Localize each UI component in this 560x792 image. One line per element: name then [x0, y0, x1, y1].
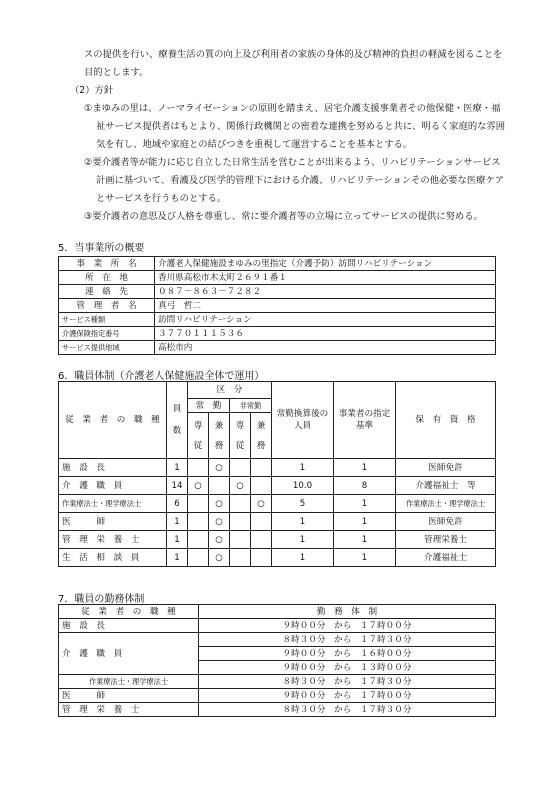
- staff-num: 1: [167, 549, 188, 567]
- intro-line-1: スの提供を行い、療養生活の質の向上及び利用者の家族の身体的及び精神的負担の軽減を図ることを: [84, 49, 503, 60]
- staff-c2: [209, 477, 230, 495]
- staff-kansan: 10.0: [272, 477, 334, 495]
- staff-c1: [188, 513, 209, 531]
- schedule-time: ９時００分 から １６時００分: [199, 647, 496, 661]
- overview-label: 連 絡 先: [59, 285, 155, 299]
- staff-row: [59, 513, 496, 531]
- office-overview-table: [58, 256, 496, 355]
- policy-2c: とサービスを行うものとする。: [96, 193, 227, 204]
- policy-heading: （2）方針: [70, 85, 114, 96]
- staff-c2: ○: [209, 513, 230, 531]
- staff-num: 1: [167, 513, 188, 531]
- schedule-time: ８時３０分 から １７時３０分: [199, 675, 496, 689]
- section5-heading: 5．当事業所の概要: [58, 243, 145, 254]
- staff-job: 生 活 相 談 員: [59, 549, 167, 567]
- overview-row: [59, 285, 496, 299]
- policy-1b: 祉サービス提供者はもとより、関係行政機関との密着な連携を努めると共に、明るく家庭的な雰囲: [96, 121, 506, 132]
- overview-row: [59, 257, 496, 271]
- policy-2a: ②要介護者等が能力に応じ自立した日常生活を営むことが出来るよう、リハビリテーションサービス: [84, 157, 501, 168]
- staff-kansan: 1: [272, 459, 334, 477]
- schedule-job: 管 理 栄 養 士: [59, 703, 199, 717]
- header-hijokin: 非常勤: [230, 399, 272, 413]
- schedule-time: ９時００分 から １７時００分: [199, 689, 496, 703]
- overview-label: 介護保険指定番号: [59, 327, 155, 341]
- staff-shikaku: 作業療法士・理学療法士: [396, 495, 496, 513]
- schedule-row: [59, 633, 496, 647]
- header-count: 員数: [167, 382, 188, 459]
- staff-c4: [251, 531, 272, 549]
- staff-c1: [188, 531, 209, 549]
- schedule-job: 作業療法士・理学療法士: [59, 675, 199, 689]
- intro-line-2: 目的とします。: [84, 67, 149, 78]
- header-kijun: 事業者の指定基準: [334, 382, 396, 459]
- staff-num: 6: [167, 495, 188, 513]
- schedule-job: 介 護 職 員: [59, 633, 199, 675]
- staff-kijun: 1: [334, 549, 396, 567]
- staff-kijun: 8: [334, 477, 396, 495]
- header-sen-1: 専従: [188, 413, 209, 459]
- staff-kansan: 1: [272, 549, 334, 567]
- overview-value: 真弓 哲二: [155, 299, 496, 313]
- staff-kansan: 1: [272, 513, 334, 531]
- overview-row: [59, 341, 496, 355]
- staff-c2: ○: [209, 549, 230, 567]
- staff-num: 1: [167, 459, 188, 477]
- overview-label: 管 理 者 名: [59, 299, 155, 313]
- staff-shikaku: 介護福祉士 等: [396, 477, 496, 495]
- header-shikaku: 保 有 資 格: [396, 382, 496, 459]
- staff-c4: [251, 513, 272, 531]
- staff-kijun: 1: [334, 531, 396, 549]
- schedule-header-job: 従 業 者 の 職 種: [59, 605, 199, 619]
- schedule-row: [59, 619, 496, 633]
- staff-c3: [230, 531, 251, 549]
- schedule-job: 施 設 長: [59, 619, 199, 633]
- staff-job: 医 師: [59, 513, 167, 531]
- overview-value: ３７７０１１１５３６: [155, 327, 496, 341]
- overview-label: サービス提供地域: [59, 341, 155, 355]
- schedule-time: ８時３０分 から １７時３０分: [199, 633, 496, 647]
- staff-c3: [230, 513, 251, 531]
- staff-c3: [230, 495, 251, 513]
- section6-heading: 6．職員体制（介護老人保健施設全体で運用）: [58, 371, 265, 382]
- header-ken-1: 兼務: [209, 413, 230, 459]
- schedule-time: ９時００分 から １７時００分: [199, 619, 496, 633]
- overview-label: 所 在 地: [59, 271, 155, 285]
- staff-c4: ○: [251, 495, 272, 513]
- work-schedule-table: [58, 604, 496, 717]
- overview-row: [59, 271, 496, 285]
- staff-kansan: 5: [272, 495, 334, 513]
- overview-row: [59, 327, 496, 341]
- staff-kijun: 1: [334, 495, 396, 513]
- overview-value: ０８７－８６３－７２８２: [155, 285, 496, 299]
- staff-shikaku: 介護福祉士: [396, 549, 496, 567]
- policy-1a: ①まゆみの里は、ノーマライゼーションの原則を踏まえ、居宅介護支援事業者その他保健・医療・福: [84, 103, 501, 114]
- staff-c4: [251, 459, 272, 477]
- policy-3: ③要介護者の意思及び人格を尊重し、常に要介護者等の立場に立ってサービスの提供に努める。: [84, 211, 483, 222]
- overview-label: 事 業 所 名: [59, 257, 155, 271]
- staff-row: [59, 495, 496, 513]
- schedule-row: [59, 675, 496, 689]
- header-kansan: 常勤換算後の人員: [272, 382, 334, 459]
- staff-shikaku: 医師免許: [396, 459, 496, 477]
- overview-row: [59, 313, 496, 327]
- staff-c3: [230, 459, 251, 477]
- staff-num: 1: [167, 531, 188, 549]
- header-kubun: 区 分: [188, 382, 272, 399]
- staff-c4: [251, 549, 272, 567]
- overview-value: 高松市内: [155, 341, 496, 355]
- staff-structure-table: [58, 381, 496, 567]
- schedule-row: [59, 689, 496, 703]
- staff-c3: [230, 549, 251, 567]
- staff-shikaku: 医師免許: [396, 513, 496, 531]
- policy-1c: 気を有し、地域や家庭との結びつきを重視して運営することを基本とする。: [96, 139, 413, 150]
- staff-row: [59, 531, 496, 549]
- section7-heading: 7．職員の勤務体制: [58, 594, 145, 605]
- staff-kijun: 1: [334, 513, 396, 531]
- staff-job: 施 設 長: [59, 459, 167, 477]
- staff-num: 14: [167, 477, 188, 495]
- header-job: 従 業 者 の 職 種: [59, 382, 167, 459]
- schedule-time: ８時３０分 から １７時３０分: [199, 703, 496, 717]
- schedule-row: [59, 703, 496, 717]
- staff-job: 作業療法士・理学療法士: [59, 495, 167, 513]
- staff-job: 管 理 栄 養 士: [59, 531, 167, 549]
- staff-row: [59, 459, 496, 477]
- schedule-time: ９時００分 から １３時００分: [199, 661, 496, 675]
- staff-row: [59, 477, 496, 495]
- overview-label: サービス種類: [59, 313, 155, 327]
- staff-kijun: 1: [334, 459, 396, 477]
- staff-kansan: 1: [272, 531, 334, 549]
- staff-row: [59, 549, 496, 567]
- header-sen-2: 専従: [230, 413, 251, 459]
- staff-c1: ○: [188, 477, 209, 495]
- overview-value: 介護老人保健施設まゆみの里指定（介護予防）訪問リハビリテーション: [155, 257, 496, 271]
- policy-2b: 計画に基づいて、看護及び医学的管理下における介護、リハビリテーションその他必要な医療ケア: [96, 175, 505, 186]
- overview-row: [59, 299, 496, 313]
- staff-job: 介 護 職 員: [59, 477, 167, 495]
- overview-value: 香川県高松市木太町２６９１番１: [155, 271, 496, 285]
- staff-c4: [251, 477, 272, 495]
- staff-c2: ○: [209, 531, 230, 549]
- staff-shikaku: 管理栄養士: [396, 531, 496, 549]
- schedule-job: 医 師: [59, 689, 199, 703]
- staff-c2: ○: [209, 495, 230, 513]
- schedule-header-kinmu: 勤 務 体 制: [199, 605, 496, 619]
- staff-c1: [188, 549, 209, 567]
- staff-c2: ○: [209, 459, 230, 477]
- staff-c1: [188, 459, 209, 477]
- staff-c1: [188, 495, 209, 513]
- staff-c3: ○: [230, 477, 251, 495]
- header-ken-2: 兼務: [251, 413, 272, 459]
- header-jokin: 常 勤: [188, 399, 230, 413]
- overview-value: 訪問リハビリテーション: [155, 313, 496, 327]
